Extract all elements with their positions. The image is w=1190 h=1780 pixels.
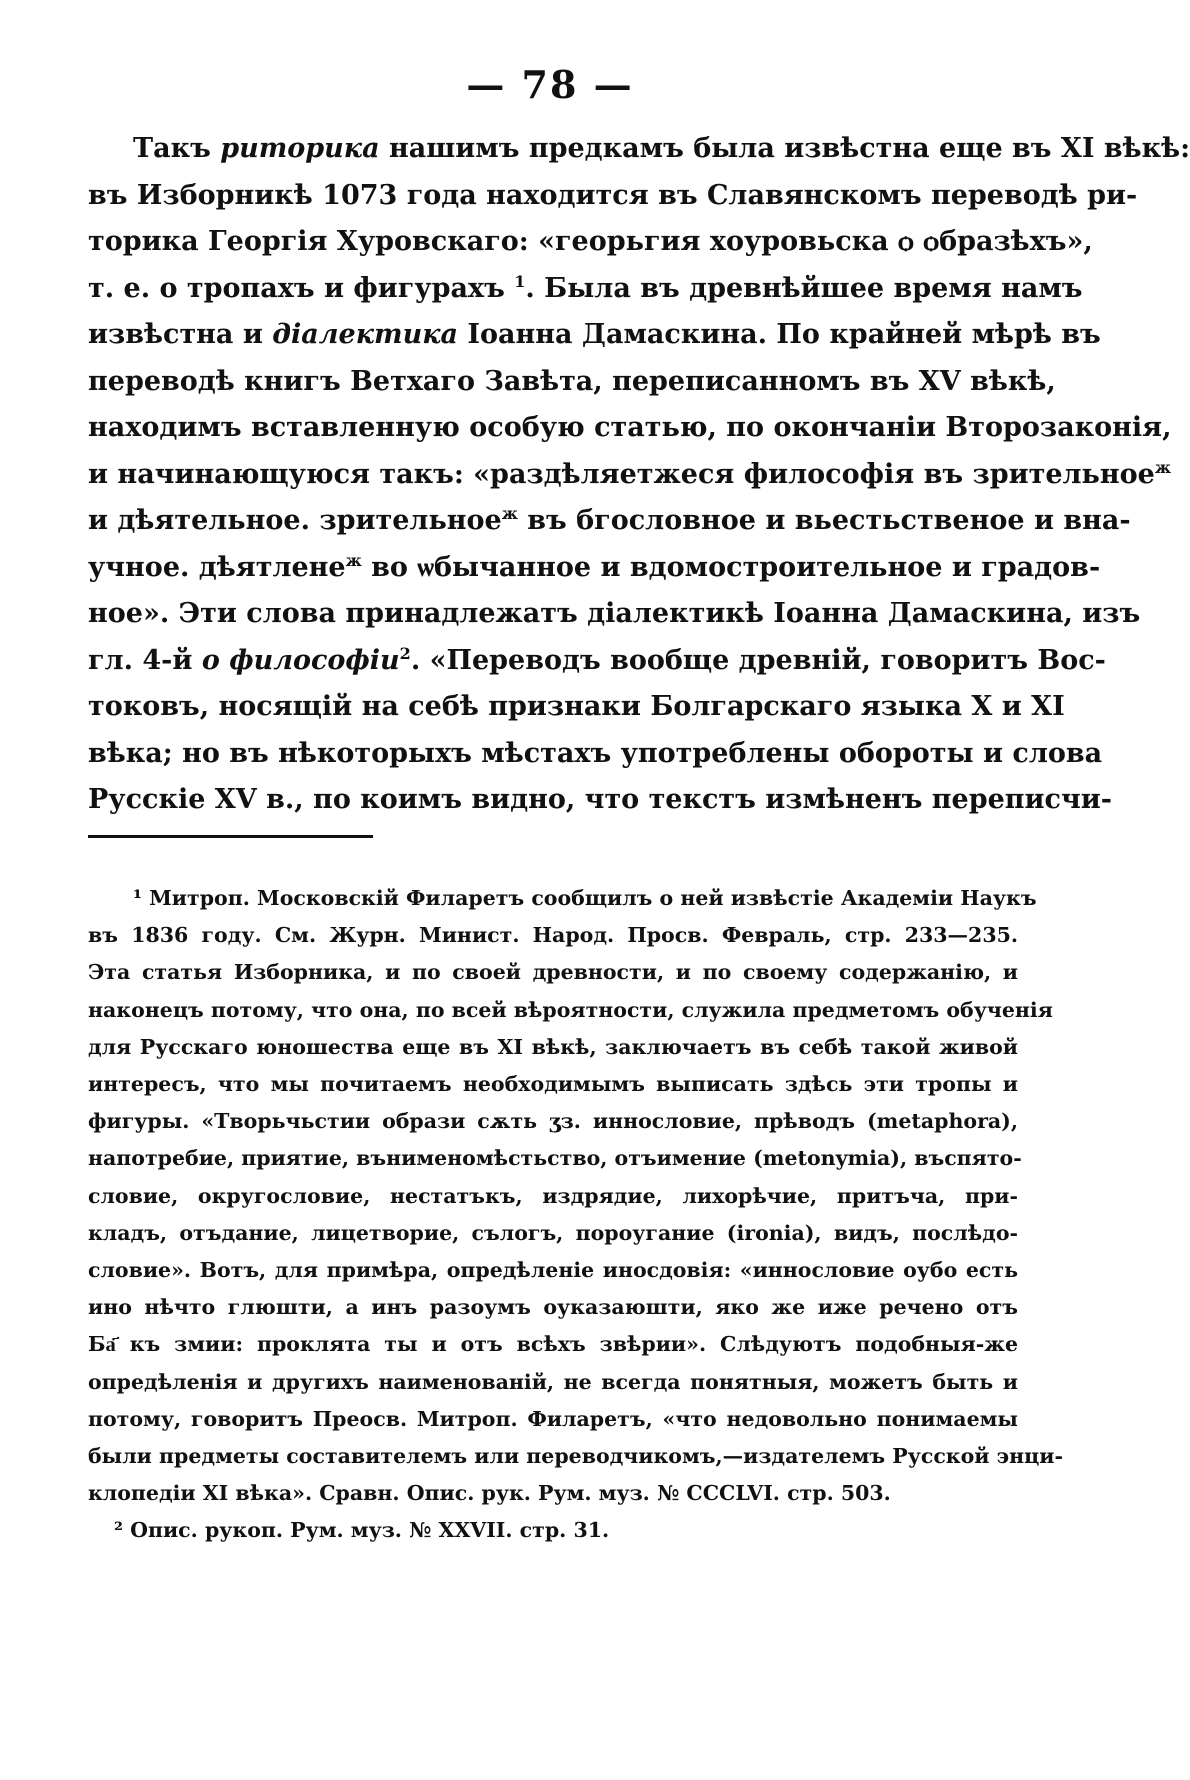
text-line (88, 638, 1106, 685)
footnote-ref: 1 (514, 271, 526, 291)
footnote-1-line: наконецъ потому, что она, по всей вѣроятности, служила предметомъ обученія (88, 997, 1053, 1022)
text-line: находимъ вставленную особую статью, по окончаніи Второзаконія, (88, 412, 1172, 443)
text-span: извѣстна и (88, 319, 273, 350)
text-line (88, 452, 1171, 499)
emphasis-term: о философіи (201, 644, 400, 676)
footnote-1-line: интересъ, что мы почитаемъ необходимымъ выписать здѣсь эти тропы и (88, 1072, 1018, 1097)
emphasis-term: риторика (220, 133, 380, 164)
text-span: . «Переводъ вообще древній, говоритъ Вос- (410, 644, 1106, 676)
text-span: въ бгословное и вьестьственое и вна- (517, 505, 1131, 536)
text-line: Русскіе XV в., по коимъ видно, что текстъ измѣненъ переписчи- (88, 784, 1112, 815)
text-span: учное. дѣятлене (88, 551, 346, 583)
footnote-1-line: клопедіи XI вѣка». Сравн. Опис. рук. Рум. муз. № CCCLVI. стр. 503. (88, 1481, 891, 1506)
footnote-1-line: Ба҃ къ змии: проклята ты и отъ всѣхъ звѣрии». Слѣдуютъ подобныя-же (88, 1332, 1018, 1357)
page-number: — 78 — (466, 62, 634, 107)
text-line: въ Изборникѣ 1073 года находится въ Славянскомъ переводѣ ри- (88, 179, 1138, 211)
footnote-separator (88, 835, 373, 838)
text-line: ное». Эти слова принадлежатъ діалектикѣ Іоанна Дамаскина, изъ (88, 598, 1141, 629)
text-line: торика Георгія Хуровскаго: «георьгия хоуровьска ѻ ѻбразѣхъ», (88, 226, 1093, 257)
footnote-1-line: для Русскаго юношества еще въ XI вѣкѣ, заключаетъ въ себѣ такой живой (88, 1034, 1018, 1059)
text-line (88, 312, 1101, 359)
superscript-mark: ж (345, 550, 362, 570)
footnote-1-line: въ 1836 году. См. Журн. Минист. Народ. Просв. Февраль, стр. 233—235. (88, 923, 1018, 948)
text-line (88, 545, 1101, 592)
footnote-1-line: опредѣленія и другихъ наименованій, не всегда понятныя, можетъ быть и (88, 1369, 1018, 1394)
footnote-1-line: ино нѣчто глюшти, а инъ разоумъ оуказаюшти, яко же иже речено отъ (88, 1295, 1018, 1320)
text-line: переводѣ книгъ Ветхаго Завѣта, переписанномъ въ XV вѣкѣ, (88, 365, 1056, 397)
text-line: токовъ, носящій на себѣ признаки Болгарскаго языка X и XI (88, 691, 1065, 722)
footnote-ref: 2 (399, 643, 411, 663)
footnote-1-line: словие, округословие, нестатъкъ, издрядие, лихорѣчие, притъча, при- (88, 1183, 1018, 1208)
text-line: вѣка; но въ нѣкоторыхъ мѣстахъ употреблены обороты и слова (88, 737, 1103, 769)
text-span: нашимъ предкамъ была извѣстна еще въ XI вѣкѣ: (379, 133, 1190, 164)
text-span: гл. 4-й (88, 644, 202, 676)
main-text (88, 126, 1190, 824)
text-line (88, 126, 1190, 173)
text-span: и дѣятельное. зрительное (88, 505, 502, 536)
footnote-1-line: Эта статья Изборника, и по своей древности, и по своему содержанію, и (88, 960, 1018, 985)
emphasis-term: діалектика (272, 319, 458, 350)
footnotes (88, 880, 1063, 1550)
text-span: Такъ (133, 133, 221, 164)
text-span: т. е. о тропахъ и фигурахъ (88, 272, 515, 304)
text-span: во ѡбычанное и вдомостроительное и градов- (361, 551, 1101, 583)
footnote-1-line: словие». Вотъ, для примѣра, опредѣленіе иносдовія: «иннословие оубо есть (88, 1258, 1018, 1283)
footnote-1-line: фигуры. «Творьчьстии образи сѫть ӡз. иннословие, прѣводъ (metaphora), (88, 1109, 1018, 1134)
text-span: Іоанна Дамаскина. По крайней мѣрѣ въ (457, 319, 1101, 350)
footnote-2: ² Опис. рукоп. Рум. муз. № XXVII. стр. 31. (114, 1518, 610, 1543)
footnote-1-line: потому, говоритъ Преосв. Митроп. Филаретъ, «что недовольно понимаемы (88, 1406, 1018, 1431)
footnote-1-line: были предметы составителемъ или переводчикомъ,—издателемъ Русской энци- (88, 1444, 1063, 1469)
text-span: . Была въ древнѣйшее время намъ (525, 272, 1083, 304)
footnote-1-line: ¹ Митроп. Московскій Филаретъ сообщилъ о ней извѣстіе Академіи Наукъ (133, 886, 1037, 910)
footnote-1-line: напотребие, приятие, вънименомѣстьство, отъимение (metonymia), въспято- (88, 1146, 1022, 1171)
text-line (88, 266, 1083, 313)
superscript-mark: ж (1154, 457, 1171, 477)
superscript-mark: ж (501, 504, 518, 523)
footnote-1-line: кладъ, отъдание, лицетворие, сълогъ, пороугание (ironia), видъ, послѣдо- (88, 1220, 1018, 1245)
text-span: и начинающуюся такъ: «раздѣляетжеся философія въ зрительное (88, 458, 1155, 490)
text-line (88, 498, 1131, 545)
